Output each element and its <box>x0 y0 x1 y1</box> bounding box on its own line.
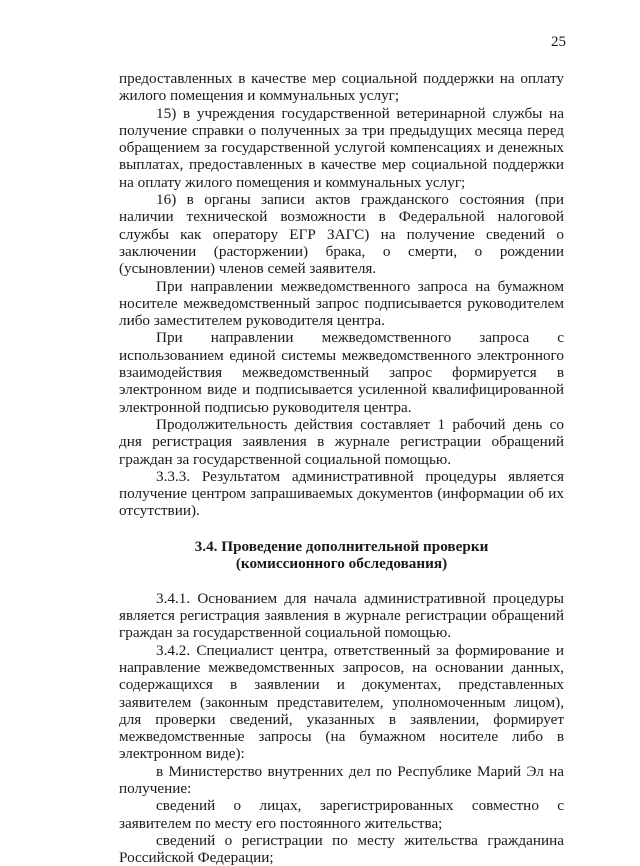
page-number: 25 <box>551 34 566 50</box>
paragraph-mvd-request: в Министерство внутренних дел по Республике Марий Эл на получение: <box>119 762 564 797</box>
paragraph-continuation: предоставленных в качестве мер социальной поддержки на оплату жилого помещения и коммунальных услуг; <box>119 70 564 105</box>
section-heading-3-4 <box>119 538 564 573</box>
document-body <box>119 70 564 866</box>
paragraph-item-15: 15) в учреждения государственной ветеринарной службы на получение справки о полученных за три предыдущих месяца перед обращением за государственной услугой компенсациях и денежных выплатах, предоставленных в качестве мер социальной поддержки на оплату жилого помещения и коммунальных услуг; <box>119 104 564 191</box>
paragraph-3-3-3: 3.3.3. Результатом административной процедуры является получение центром запрашиваемых документов (информации об их отсутствии). <box>119 467 564 520</box>
paragraph-cohabitants: сведений о лицах, зарегистрированных совместно с заявителем по месту его постоянного жительства; <box>119 797 564 832</box>
paragraph-paper-request: При направлении межведомственного запроса на бумажном носителе межведомственный запрос подписывается руководителем либо заместителем руководителя центра. <box>119 277 564 330</box>
paragraph-duration: Продолжительность действия составляет 1 рабочий день со дня регистрация заявления в журнале регистрации обращений граждан за государственной социальной помощью. <box>119 415 564 468</box>
section-heading-line2: (комиссионного обследования) <box>235 555 448 573</box>
paragraph-item-16: 16) в органы записи актов гражданского состояния (при наличии технической возможности в Федеральной налоговой службы как оператору ЕГР ЗАГС) на получение сведений о заключении (расторжении) брака, о смерти, о рождении (усыновлении) членов семей заявителя. <box>119 191 564 278</box>
paragraph-registration: сведений о регистрации по месту жительства гражданина Российской Федерации; <box>119 831 564 866</box>
paragraph-3-4-1: 3.4.1. Основанием для начала административной процедуры является регистрация заявления в журнале регистрации обращений граждан за государственной социальной помощью. <box>119 589 564 642</box>
paragraph-electronic-request: При направлении межведомственного запроса с использованием единой системы межведомственного электронного взаимодействия межведомственный запрос формируется в электронном виде и подписывается усиленной квалифицированной электронной подписью руководителя центра. <box>119 329 564 416</box>
section-heading-line1: 3.4. Проведение дополнительной проверки <box>194 537 489 555</box>
paragraph-3-4-2: 3.4.2. Специалист центра, ответственный за формирование и направление межведомственных запросов, на основании данных, содержащихся в заявлении и документах, представленных заявителем (законным представителем, уполномоченным лицом), для проверки сведений, указанных в заявлении, формирует межведомственные запросы (на бумажном носителе либо в электронном виде): <box>119 641 564 763</box>
